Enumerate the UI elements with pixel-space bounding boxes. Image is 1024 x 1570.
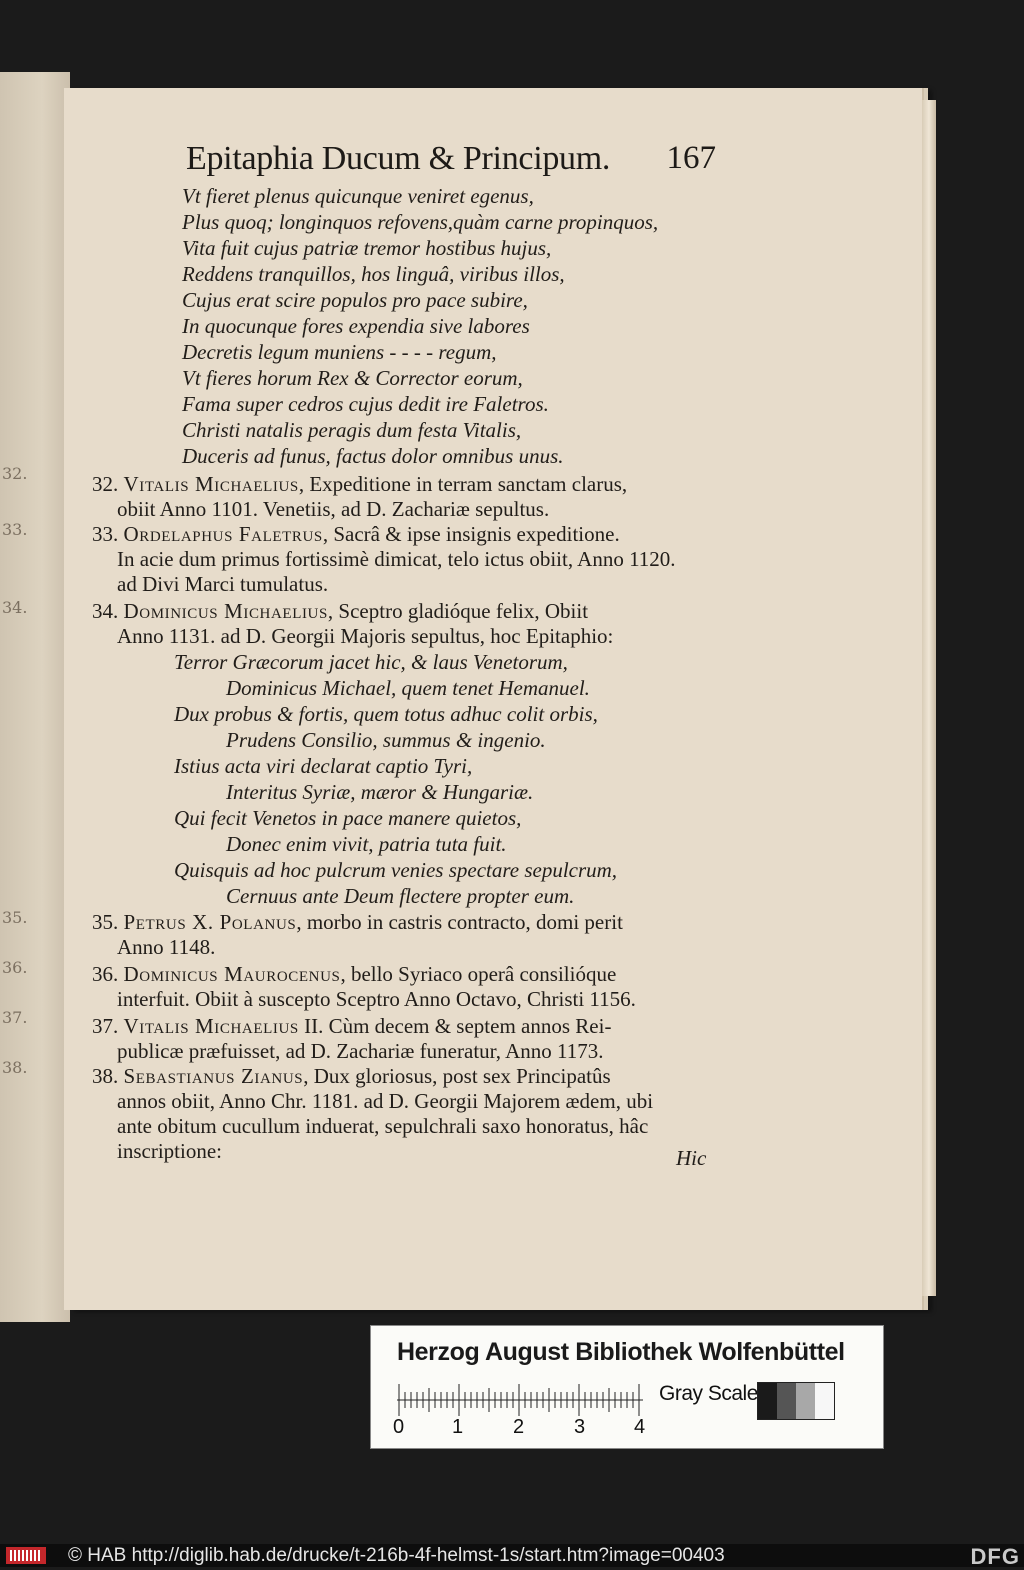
verse-line: Fama super cedros cujus dedit ire Faletros.: [182, 392, 549, 416]
entry-text: obiit Anno 1101. Venetiis, ad D. Zachariæ sepultus.: [117, 497, 550, 521]
entry-text: ante obitum cucullum induerat, sepulchrali saxo honoratus, hâc: [117, 1114, 649, 1138]
entry-text: publicæ præfuisset, ad D. Zachariæ funeratur, Anno 1173.: [117, 1039, 604, 1063]
epitaph-line: Istius acta viri declarat captio Tyri,: [174, 754, 473, 778]
entry-text: In acie dum primus fortissimè dimicat, telo ictus obiit, Anno 1120.: [117, 547, 676, 571]
gray-swatch: [796, 1383, 815, 1419]
ruler-number: 3: [574, 1416, 586, 1438]
entry-text: , Sacrâ & ipse insignis expeditione.: [322, 522, 620, 546]
dfg-logo: DFG: [970, 1544, 1020, 1569]
prev-page-mark: 35.: [2, 908, 28, 927]
prev-page-mark: 33.: [2, 520, 28, 539]
epitaph-line: Donec enim vivit, patria tuta fuit.: [226, 832, 507, 856]
entry-text: Anno 1131. ad D. Georgii Majoris sepultus, hoc Epitaphio:: [117, 624, 614, 648]
prev-page-mark: 37.: [2, 1008, 28, 1027]
entry-text: , morbo in castris contracto, domi perit: [296, 910, 623, 934]
gray-scale-swatches: [757, 1382, 835, 1420]
entry-number: 36.: [92, 962, 119, 986]
library-name: Herzog August Bibliothek Wolfenbüttel: [397, 1338, 845, 1366]
hab-logo-icon: [6, 1546, 46, 1565]
prev-page-mark: 32.: [2, 464, 28, 483]
ruler-number: 0: [393, 1416, 405, 1438]
prev-page-mark: 38.: [2, 1058, 28, 1077]
epitaph-line: Dominicus Michael, quem tenet Hemanuel.: [226, 676, 590, 700]
entry-text: ad Divi Marci tumulatus.: [117, 572, 329, 596]
measurement-ruler: [397, 1382, 647, 1418]
verse-line: Cujus erat scire populos pro pace subire,: [182, 288, 528, 312]
entry-number: 32.: [92, 472, 119, 496]
verse-line: Decretis legum muniens - - - - regum,: [182, 340, 497, 364]
epitaph-line: Cernuus ante Deum flectere propter eum.: [226, 884, 575, 908]
ruler-number: 1: [452, 1416, 464, 1438]
doge-name: Petrus X. Polanus: [123, 910, 297, 934]
verse-line: Reddens tranquillos, hos linguâ, viribus illos,: [182, 262, 565, 286]
epitaph-line: Qui fecit Venetos in pace manere quietos,: [174, 806, 522, 830]
gray-swatch: [815, 1383, 834, 1419]
epitaph-line: Dux probus & fortis, quem totus adhuc colit orbis,: [174, 702, 598, 726]
verse-line: Vt fieres horum Rex & Corrector eorum,: [182, 366, 523, 390]
entry-37: [92, 1014, 611, 1038]
source-url[interactable]: © HAB http://diglib.hab.de/drucke/t-216b-4f-helmst-1s/start.htm?image=00403: [68, 1545, 725, 1566]
epitaph-line: Prudens Consilio, summus & ingenio.: [226, 728, 546, 752]
entry-number: 35.: [92, 910, 119, 934]
entry-32: [92, 472, 627, 496]
entry-33: [92, 522, 620, 546]
entry-35: [92, 910, 623, 934]
entry-number: 34.: [92, 599, 119, 623]
doge-name: Dominicus Maurocenus: [123, 962, 341, 986]
prev-page-mark: 36.: [2, 958, 28, 977]
prev-page-mark: 34.: [2, 598, 28, 617]
catchword: Hic: [676, 1146, 707, 1170]
page-edge: [922, 100, 936, 1296]
previous-page-edge: [0, 72, 70, 1322]
verse-line: Duceris ad funus, factus dolor omnibus unus.: [182, 444, 564, 468]
entry-36: [92, 962, 616, 986]
gray-scale-label: Gray Scale: [659, 1382, 758, 1405]
verse-line: In quocunque fores expendia sive labores: [182, 314, 530, 338]
entry-text: interfuit. Obiit à suscepto Sceptro Anno Octavo, Christi 1156.: [117, 987, 636, 1011]
verse-line: Plus quoq; longinquos refovens,quàm carne propinquos,: [182, 210, 659, 234]
epitaph-line: Interitus Syriæ, mæror & Hungariæ.: [226, 780, 534, 804]
entry-number: 37.: [92, 1014, 119, 1038]
entry-text: , Expeditione in terram sanctam clarus,: [298, 472, 628, 496]
verse-line: Vita fuit cujus patriæ tremor hostibus hujus,: [182, 236, 552, 260]
entry-text: , Sceptro gladióque felix, Obiit: [327, 599, 589, 623]
entry-text: annos obiit, Anno Chr. 1181. ad D. Georgii Majorem ædem, ubi: [117, 1089, 654, 1113]
doge-name: Ordelaphus Faletrus: [123, 522, 323, 546]
ruler-number: 4: [634, 1416, 646, 1438]
doge-name: Vitalis Michaelius: [123, 1014, 299, 1038]
library-color-card: [370, 1325, 884, 1449]
gray-swatch: [758, 1383, 777, 1419]
viewer-footer: [0, 1544, 1024, 1567]
epitaph-line: Quisquis ad hoc pulcrum venies spectare sepulcrum,: [174, 858, 618, 882]
epitaph-line: Terror Græcorum jacet hic, & laus Venetorum,: [174, 650, 568, 674]
verse-line: Vt fieret plenus quicunque veniret egenus,: [182, 184, 534, 208]
doge-name: Vitalis Michaelius: [123, 472, 299, 496]
ruler-number: 2: [513, 1416, 525, 1438]
entry-text: , bello Syriaco operâ consilióque: [340, 962, 617, 986]
gray-swatch: [777, 1383, 796, 1419]
entry-number: 38.: [92, 1064, 119, 1088]
entry-text: II. Cùm decem & septem annos Rei-: [298, 1014, 612, 1038]
entry-number: 33.: [92, 522, 119, 546]
page-header: [186, 140, 716, 182]
entry-text: Anno 1148.: [117, 935, 216, 959]
verse-line: Christi natalis peragis dum festa Vitalis,: [182, 418, 522, 442]
doge-name: Dominicus Michaelius: [123, 599, 328, 623]
running-title: Epitaphia Ducum & Principum.: [186, 140, 611, 177]
entry-text: inscriptione:: [117, 1139, 222, 1163]
doge-name: Sebastianus Zianus: [123, 1064, 304, 1088]
entry-34: [92, 599, 588, 623]
page-number: 167: [666, 140, 716, 176]
entry-38: [92, 1064, 611, 1088]
entry-text: , Dux gloriosus, post sex Principatûs: [303, 1064, 611, 1088]
